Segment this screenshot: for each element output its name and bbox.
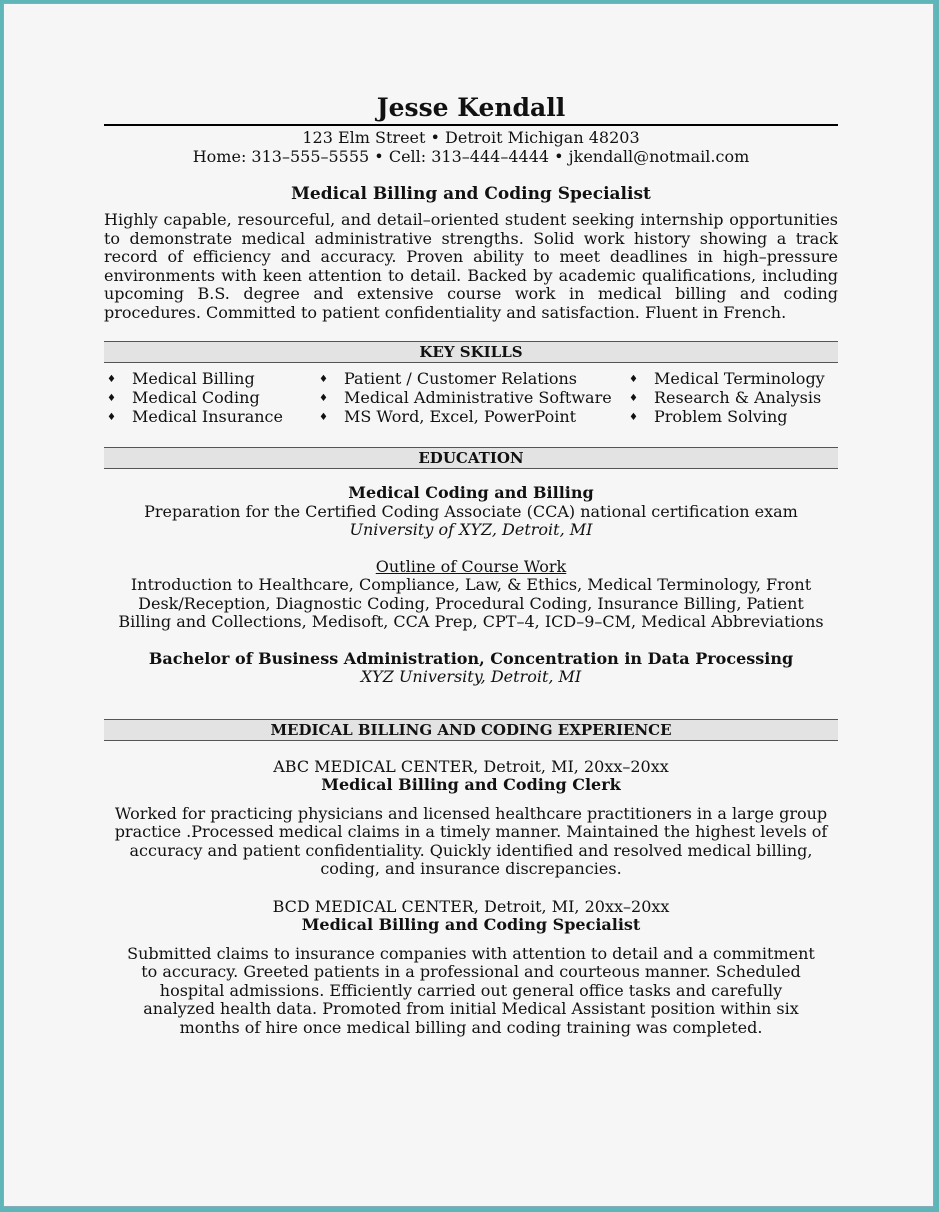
diamond-bullet-icon: ♦ <box>107 374 116 385</box>
skill-item: ♦ Medical Administrative Software <box>316 389 626 408</box>
skill-item: ♦ Medical Coding <box>104 389 316 408</box>
job-employer: BCD MEDICAL CENTER, Detroit, MI, 20xx–20xx <box>272 896 670 916</box>
diamond-bullet-icon: ♦ <box>319 374 328 385</box>
job-description: Submitted claims to insurance companies with attention to detail and a commitment to accuracy. Greeted patients in a professional and courteous manner. Scheduled hospital admissions. Efficiently carried out general office tasks and carefully analyzed health data. Promoted from initial Medical Assistant position within six months of hire once medical billing and coding training was completed. <box>127 943 815 1037</box>
summary-paragraph: Highly capable, resourceful, and detail–oriented student seeking internship opportunities to demonstrate medical administrative strengths. Solid work history showing a track record of efficiency and accuracy. Proven ability to meet deadlines in high–pressure environments with keen attention to detail. Backed by academic qualifications, including upcoming B.S. degree and extensive course work in medical billing and coding procedures. Committed to patient confidentiality and satisfaction. Fluent in French. <box>104 210 838 322</box>
education-heading: EDUCATION <box>104 447 838 469</box>
skill-item: ♦ Research & Analysis <box>626 389 838 408</box>
skills-column-2 <box>316 370 626 427</box>
diamond-bullet-icon: ♦ <box>319 412 328 423</box>
skill-item: ♦ Medical Billing <box>104 370 316 389</box>
skills-column-3 <box>626 370 838 427</box>
candidate-name: Jesse Kendall <box>376 93 566 122</box>
skills-column-1 <box>104 370 316 427</box>
job-role: Medical Billing and Coding Clerk <box>321 775 621 794</box>
skill-item: ♦ Medical Insurance <box>104 408 316 427</box>
job-title: Medical Billing and Coding Specialist <box>291 184 651 204</box>
skills-list <box>104 370 838 427</box>
program-school: University of XYZ, Detroit, MI <box>349 520 593 539</box>
diamond-bullet-icon: ♦ <box>107 393 116 404</box>
skill-item: ♦ Problem Solving <box>626 408 838 427</box>
job-employer: ABC MEDICAL CENTER, Detroit, MI, 20xx–20xx <box>273 756 669 776</box>
course-outline-heading: Outline of Course Work <box>375 556 567 576</box>
diamond-bullet-icon: ♦ <box>629 374 638 385</box>
job-entry <box>104 758 838 879</box>
diamond-bullet-icon: ♦ <box>629 393 638 404</box>
program-name: Medical Coding and Billing <box>348 483 594 502</box>
address-line: 123 Elm Street • Detroit Michigan 48203 <box>302 128 640 147</box>
diamond-bullet-icon: ♦ <box>319 393 328 404</box>
skills-heading: KEY SKILLS <box>104 341 838 363</box>
contact-line: Home: 313–555–5555 • Cell: 313–444–4444 • jkendall@notmail.com <box>192 147 750 166</box>
skill-item: ♦ MS Word, Excel, PowerPoint <box>316 408 626 427</box>
job-role: Medical Billing and Coding Specialist <box>301 915 641 934</box>
program-detail: Preparation for the Certified Coding Associate (CCA) national certification exam <box>144 501 798 521</box>
degree-school: XYZ University, Detroit, MI <box>360 667 582 686</box>
diamond-bullet-icon: ♦ <box>107 412 116 423</box>
experience-heading: MEDICAL BILLING AND CODING EXPERIENCE <box>104 719 838 741</box>
skill-item: ♦ Medical Terminology <box>626 370 838 389</box>
job-description: Worked for practicing physicians and licensed healthcare practitioners in a large group practice .Processed medical claims in a timely manner. Maintained the highest levels of accuracy and patient confidentiality. Quickly identified and resolved medical billing, coding, and insurance discrepancies. <box>114 803 828 878</box>
degree-name: Bachelor of Business Administration, Concentration in Data Processing <box>148 648 794 668</box>
name-divider <box>104 124 838 126</box>
job-entry <box>104 898 838 1038</box>
resume-content <box>104 92 838 1037</box>
diamond-bullet-icon: ♦ <box>629 412 638 423</box>
resume-page <box>3 3 934 1207</box>
course-outline: Introduction to Healthcare, Compliance, Law, & Ethics, Medical Terminology, Front Desk/Reception, Diagnostic Coding, Procedural Coding, Insurance Billing, Patient Billing and Collections, Medisoft, CCA Prep, CPT–4, ICD–9–CM, Medical Abbreviations <box>118 575 824 631</box>
skill-item: ♦ Patient / Customer Relations <box>316 370 626 389</box>
